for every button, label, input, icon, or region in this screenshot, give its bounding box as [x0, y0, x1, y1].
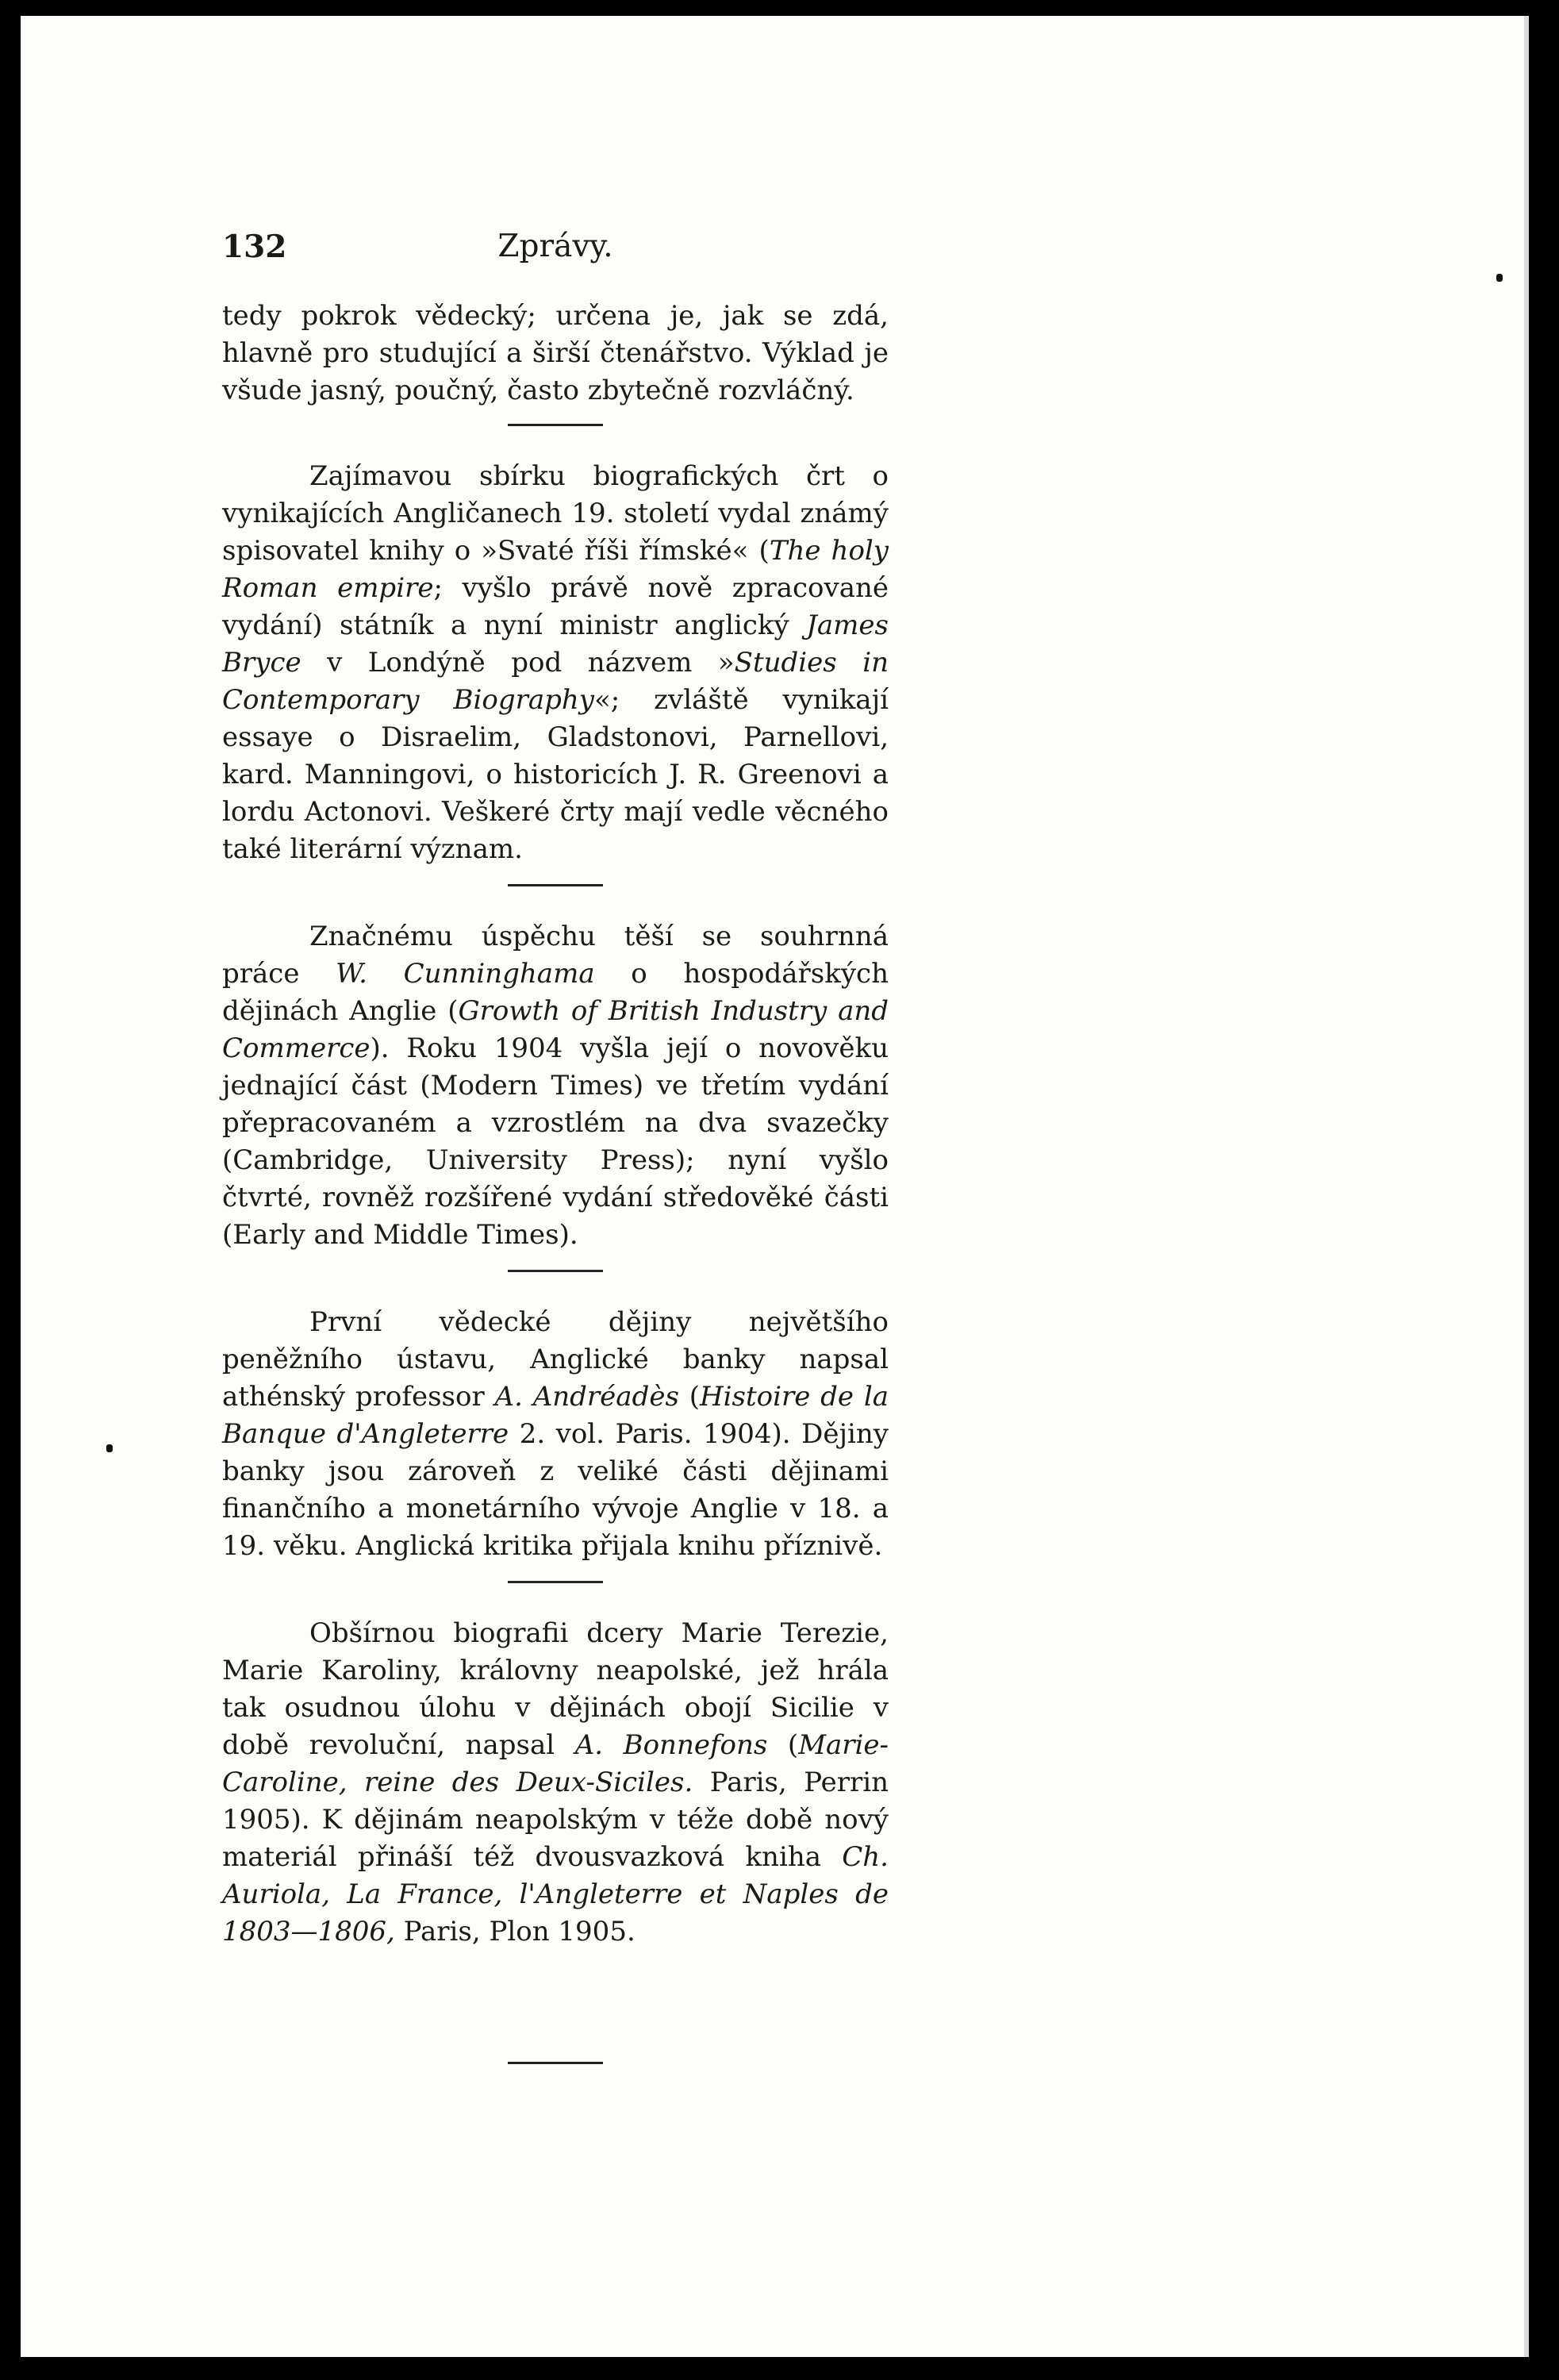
text-run: ( [767, 1729, 799, 1761]
italic-text: Ch. Auriola, La France, l'Angleterre et Naples de 1803—1806, [222, 1841, 889, 1947]
section-divider [508, 424, 603, 426]
page-header [222, 222, 889, 270]
text-run: První vědecké dějiny největšího peněžního ústavu, Anglické banky napsal athénský professor [222, 1306, 889, 1413]
text-run: Zajímavou sbírku biografických črt o vynikajících Angličanech 19. století vydal známý spisovatel knihy o »Svaté říši římské« ( [222, 460, 889, 567]
text-run: Obšírnou biografii dcery Marie Terezie, Marie Karoliny, královny neapolské, jež hrála tak osudnou úlohu v dějinách obojí Sicilie v době revoluční, napsal [222, 1617, 889, 1761]
paragraph [222, 1615, 889, 1951]
running-title: Zprávy. [497, 229, 613, 264]
text-run: o hospodářských dějinách Anglie ( [222, 958, 889, 1027]
italic-text: Marie-Caroline, reine des Deux-Siciles. [222, 1729, 889, 1798]
end-divider [508, 2062, 603, 2064]
text-run: «; zvláště vynikají essaye o Disraelim, Gladstonovi, Parnellovi, kard. Manningovi, o historicích J. R. Greenovi a lordu Actonovi. Veškeré črty mají vedle věcného také literární význam. [222, 684, 889, 865]
italic-text: James Bryce [222, 609, 889, 679]
italic-text: The holy Roman empire [222, 535, 889, 604]
italic-text: Growth of British Industry and Commerce [222, 995, 889, 1064]
text-run: ; vyšlo právě nově zpracované vydání) státník a nyní ministr anglický [222, 572, 889, 641]
italic-text: A. Andréadès [494, 1381, 679, 1413]
text-run: Paris, Perrin 1905). K dějinám neapolským v téže době nový materiál přináší též dvousvazková kniha [222, 1767, 889, 1873]
section-divider [508, 1581, 603, 1583]
italic-text: W. Cunninghama [336, 958, 595, 990]
italic-text: Histoire de la Banque d'Angleterre [222, 1381, 889, 1450]
paragraph [222, 918, 889, 1254]
text-run: 2. vol. Paris. 1904). Dějiny banky jsou zároveň z veliké části dějinami finančního a monetárního vývoje Anglie v 18. a 19. věku. Anglická kritika přijala knihu příznivě. [222, 1418, 889, 1562]
paragraph [222, 458, 889, 868]
italic-text: Studies in Contemporary Biography [222, 647, 889, 716]
text-run: Značnému úspěchu těší se souhrnná práce [222, 921, 889, 990]
page-content [222, 298, 889, 2096]
section-divider [508, 884, 603, 886]
edge-mark [1496, 274, 1503, 282]
book-page [21, 16, 1529, 2357]
page-number: 132 [222, 229, 287, 265]
paragraph [222, 298, 889, 409]
section-divider [508, 1270, 603, 1272]
text-run: Paris, Plon 1905. [394, 1916, 636, 1947]
italic-text: A. Bonnefons [574, 1729, 768, 1761]
text-run: tedy pokrok vědecký; určena je, jak se zdá, hlavně pro studující a širší čtenářstvo. Výklad je všude jasný, poučný, často zbytečně rozvláčný. [222, 300, 889, 406]
edge-mark [106, 1444, 113, 1452]
paragraph [222, 1304, 889, 1565]
text-run: ). Roku 1904 vyšla její o novověku jednající část (Modern Times) ve třetím vydání přepracovaném a vzrostlém na dva svazečky (Cambridge, University Press); nyní vyšlo čtvrté, rovněž rozšířené vydání středověké části (Early and Middle Times). [222, 1032, 889, 1251]
text-run: v Londýně pod názvem » [301, 647, 735, 679]
text-run: ( [678, 1381, 700, 1413]
